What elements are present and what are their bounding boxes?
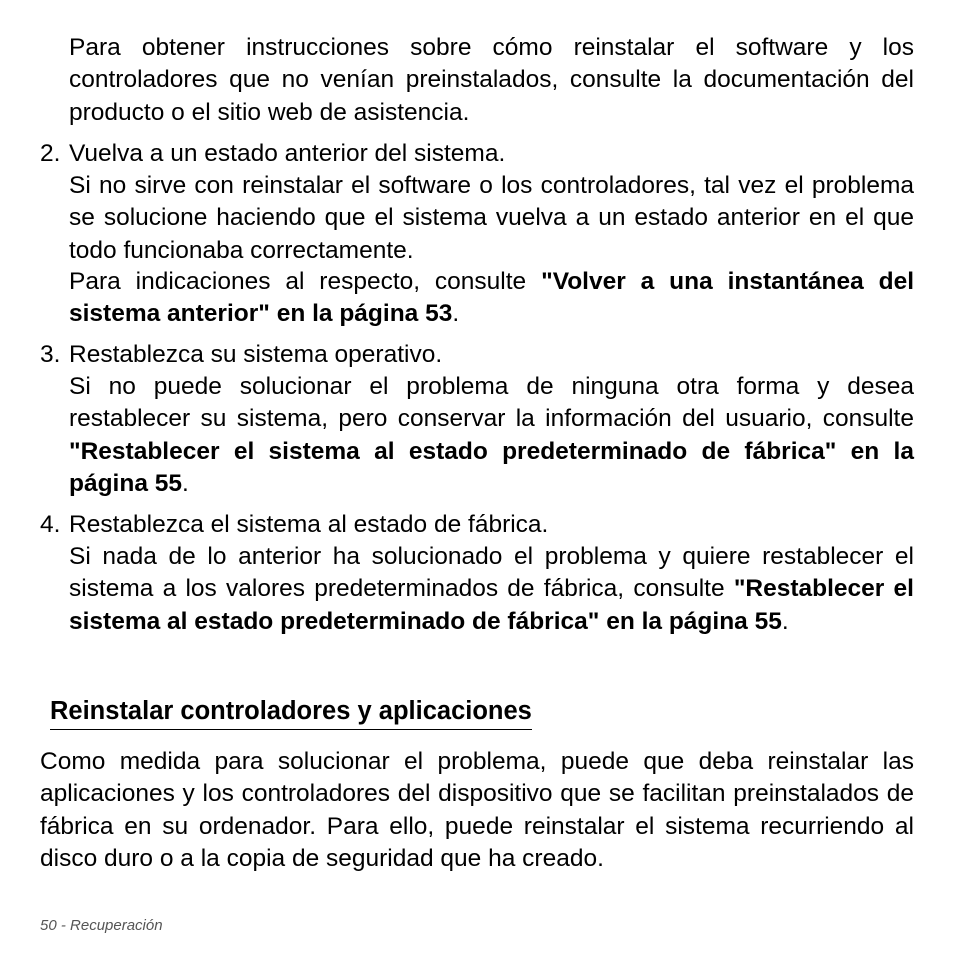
step-4-body-prefix: Si nada de lo anterior ha solucionado el problema y quiere restablecer el sistema a los valores predeterminados de fábrica, consulte [69,543,914,603]
step-2-number: 2. [40,140,61,167]
step-3-ref-link: "Restablecer el sistema al estado predeterminado de fábrica" en la página 55 [69,437,914,497]
step-4-body-suffix: . [781,607,789,635]
step-2-title: Vuelva a un estado anterior del sistema. [69,140,506,167]
step-2-ref-suffix: . [452,300,460,328]
step-3-number: 3. [40,341,61,368]
step-4-number: 4. [40,511,61,538]
step-3-body [69,371,914,500]
step-3-body-prefix: Si no puede solucionar el problema de ninguna otra forma y desea restablecer su sistema, pero conservar la información del usuario, consulte [69,373,914,433]
step-2-ref-prefix: Para indicaciones al respecto, consulte [69,268,542,295]
step-4-ref-link: "Restablecer el sistema al estado predeterminado de fábrica" en la página 55 [69,575,914,635]
step-3-body-suffix: . [182,469,189,497]
section-paragraph: Como medida para solucionar el problema, puede que deba reinstalar las aplicaciones y los controladores del dispositivo que se facilitan preinstalados de fábrica en su ordenador. Para ello, puede reinstalar el sistema recurriendo al disco duro o a la copia de seguridad que ha creado. [40,748,914,872]
section-heading: Reinstalar controladores y aplicaciones [50,694,532,730]
step-2-reference [69,266,914,331]
page-footer: 50 - Recuperación [40,917,163,934]
step-2-body: Si no sirve con reinstalar el software o los controladores, tal vez el problema se solucione haciendo que el sistema vuelva a un estado anterior en el que todo funcionaba correctamente. [69,172,914,264]
step-2-ref-link: "Volver a una instantánea del sistema anterior" en la página 53 [69,268,915,328]
step-3-title: Restablezca su sistema operativo. [69,341,443,368]
step-4-body [69,541,914,638]
intro-paragraph: Para obtener instrucciones sobre cómo reinstalar el software y los controladores que no venían preinstalados, consulte la documentación del producto o el sitio web de asistencia. [69,34,914,126]
step-4-title: Restablezca el sistema al estado de fábrica. [69,511,549,538]
